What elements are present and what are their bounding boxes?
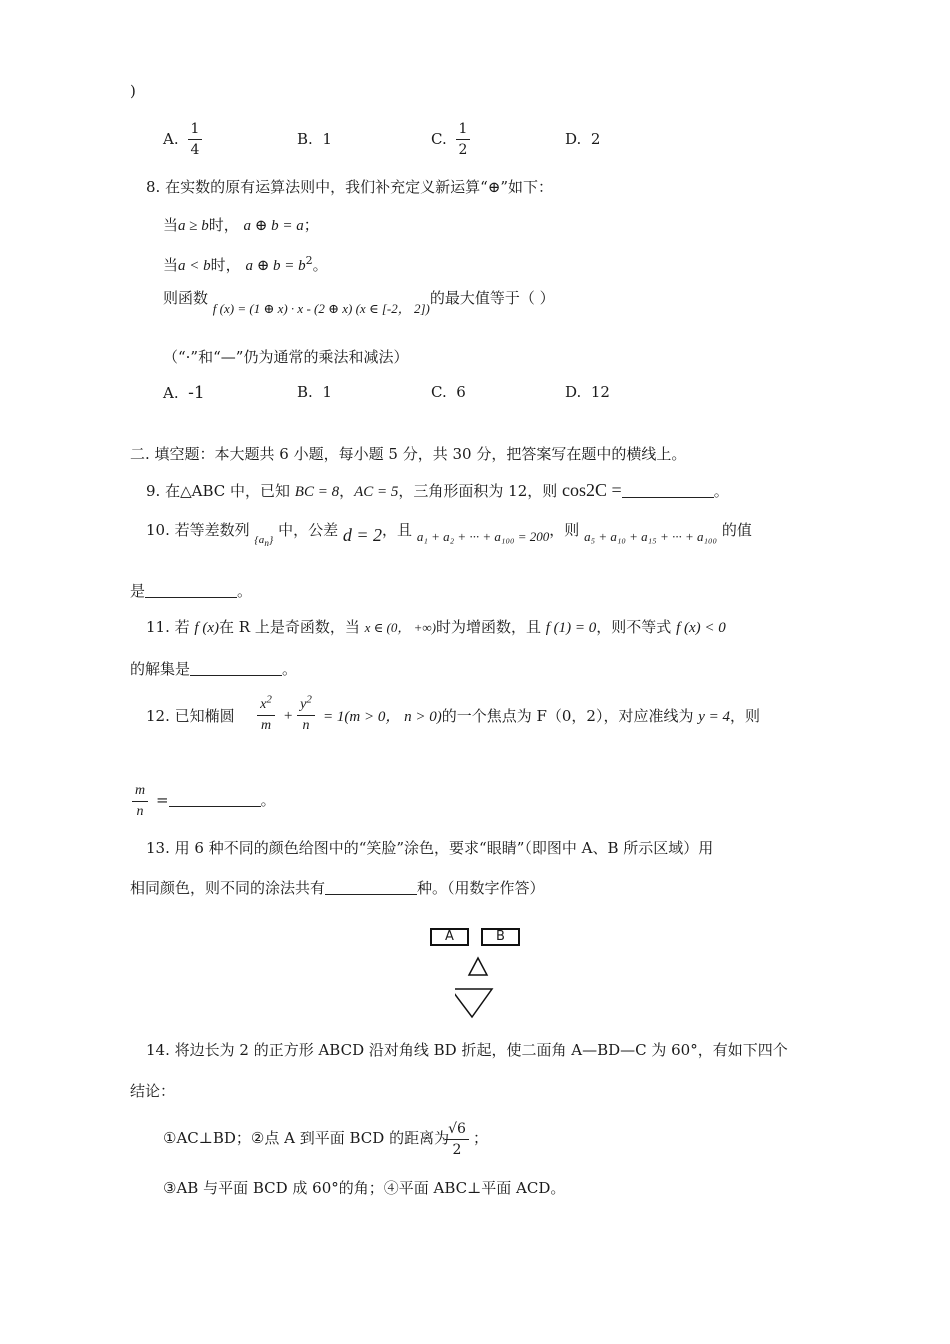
- expression: AC = 5: [354, 484, 399, 500]
- text: }: [268, 534, 274, 546]
- q11-line-2: [130, 662, 297, 677]
- text: 的解集是: [130, 660, 191, 678]
- text: 11. 若: [146, 618, 190, 636]
- fraction-denominator: 4: [190, 142, 200, 158]
- q12-answer: [156, 793, 276, 808]
- nose-triangle: [469, 958, 487, 975]
- q13-line-1: 13. 用 6 种不同的颜色给图中的“笑脸”涂色，要求“眼睛”（即图中 A、B 所示区域）用: [146, 839, 714, 857]
- q7-option-a-letter: A.: [163, 130, 179, 148]
- subscript: n: [264, 538, 269, 549]
- condition: a < b: [178, 258, 211, 274]
- q12-rest: [323, 709, 760, 725]
- text: 10. 若等差数列: [146, 521, 250, 539]
- text: 种。（用数字作答）: [417, 879, 545, 897]
- expression: a ⊕ b = a: [243, 218, 304, 234]
- text: 当: [163, 256, 179, 274]
- option-value: 6: [456, 383, 466, 401]
- fraction-denominator: n: [302, 717, 310, 733]
- q14-conclusion-1-end: ；: [473, 1129, 489, 1147]
- expression: f (x): [194, 620, 219, 636]
- expression: cos2C =: [562, 480, 622, 500]
- q7-option-a-fraction: [188, 122, 202, 157]
- expression: (m > 0， n > 0): [344, 709, 442, 725]
- q8-option-b: [297, 385, 332, 400]
- text: 相同颜色，则不同的涂法共有: [130, 879, 326, 897]
- punct: 。: [312, 256, 328, 274]
- expression: f (x) < 0: [676, 620, 726, 636]
- text: 当: [163, 216, 179, 234]
- q10-line-1: [146, 520, 752, 549]
- eye-region-a: A: [430, 928, 469, 946]
- answer-blank[interactable]: [145, 597, 237, 598]
- condition: a ≥ b: [178, 218, 209, 234]
- option-value: 1: [322, 383, 332, 401]
- superscript: 2: [306, 693, 312, 705]
- text: y: [300, 696, 307, 712]
- smiley-nose-mouth: [455, 955, 495, 1025]
- expression: a ⊕ b = b: [245, 258, 306, 274]
- q14-line-2: 结论：: [130, 1082, 176, 1100]
- q7-option-c-fraction: [456, 122, 470, 157]
- option-value: 2: [590, 130, 601, 148]
- q8-option-c: [431, 385, 466, 400]
- superscript: 2: [305, 254, 313, 267]
- option-letter: D.: [565, 130, 582, 148]
- expression: y = 4: [698, 709, 731, 725]
- option-letter: B.: [297, 383, 313, 401]
- expression: a₁ + a₂ + ··· + a₁₀₀ = 200: [416, 529, 550, 544]
- punct: 。: [282, 660, 298, 678]
- text: {a: [254, 534, 265, 546]
- answer-blank[interactable]: [190, 675, 282, 676]
- text: ，则: [549, 521, 580, 539]
- text: 中，公差: [278, 521, 339, 539]
- option-letter: A.: [163, 384, 179, 402]
- q12-intro: 12. 已知椭圆: [146, 707, 235, 725]
- q9: [146, 481, 729, 500]
- q8-option-d: [565, 385, 610, 400]
- q12-x-fraction: [257, 694, 275, 733]
- fraction-numerator: [260, 693, 272, 712]
- text: 的值: [721, 521, 752, 539]
- punct: 。: [237, 582, 253, 600]
- q8-function-line: [163, 289, 555, 316]
- q10-line-2: [130, 584, 252, 599]
- text: 9. 在△ABC 中，已知: [146, 482, 290, 500]
- q8-note: （“·”和“—”仍为通常的乘法和减法）: [163, 348, 409, 366]
- option-value: 12: [590, 383, 610, 401]
- q14-line-1: 14. 将边长为 2 的正方形 ABCD 沿对角线 BD 折起，使二面角 A—BD—C 为 60°，有如下四个: [146, 1041, 788, 1059]
- answer-blank[interactable]: [622, 497, 714, 498]
- q12-plus: +: [283, 708, 294, 724]
- q8-case-2: [163, 255, 328, 274]
- q7-option-d: [565, 132, 600, 147]
- text: 的一个焦点为 F（0，2），对应准线为: [441, 707, 694, 725]
- fraction-numerator: 1: [458, 121, 468, 137]
- text: =: [156, 791, 169, 809]
- punct: 。: [713, 482, 729, 500]
- fraction-denominator: 2: [458, 142, 468, 158]
- option-value: -1: [188, 383, 205, 403]
- text: 在 R 上是奇函数，当: [218, 618, 360, 636]
- option-letter: B.: [297, 130, 313, 148]
- q7-option-c-letter: C.: [431, 130, 447, 148]
- q13-line-2: [130, 881, 545, 896]
- fraction-numerator: m: [134, 783, 146, 798]
- mouth-triangle: [455, 989, 492, 1017]
- q8-case-1: [163, 218, 319, 234]
- option-value: 1: [322, 130, 332, 148]
- text: ，三角形面积为 12，则: [398, 482, 558, 500]
- expression: BC = 8: [294, 484, 340, 500]
- fraction-numerator: √6: [448, 1121, 466, 1137]
- q12-y-fraction: [297, 694, 315, 733]
- text: 是: [130, 582, 146, 600]
- option-letter: C.: [431, 383, 447, 401]
- expression: d = 2: [342, 525, 383, 545]
- eye-region-b: B: [481, 928, 520, 946]
- q8-option-a: [163, 385, 205, 402]
- q7-option-b: [297, 132, 332, 147]
- fraction-numerator: 1: [190, 121, 200, 137]
- expression: = 1: [323, 709, 345, 725]
- expression: a₅ + a₁₀ + a₁₅ + ··· + a₁₀₀: [584, 529, 718, 544]
- option-letter: D.: [565, 383, 582, 401]
- text: 时，: [208, 216, 239, 234]
- punct: ；: [303, 216, 319, 234]
- expression: x ∈ (0， +∞): [364, 620, 436, 635]
- answer-blank[interactable]: [169, 806, 261, 807]
- q14-conclusion-2: ③AB 与平面 BCD 成 60°的角；④平面 ABC⊥平面 ACD。: [163, 1179, 566, 1197]
- text: ，且: [382, 521, 413, 539]
- punct: ，: [339, 482, 355, 500]
- superscript: 2: [266, 693, 272, 705]
- q11-line-1: [146, 620, 726, 636]
- text: 时为增函数，且: [435, 618, 541, 636]
- q14-conclusion-1: ①AC⊥BD；②点 A 到平面 BCD 的距离为: [163, 1129, 450, 1147]
- q8-stem: 8. 在实数的原有运算法则中，我们补充定义新运算“⊕”如下：: [146, 178, 553, 196]
- function-expression: f (x) = (1 ⊕ x) · x - (2 ⊕ x) (x ∈ [-2， 2]): [212, 301, 430, 316]
- answer-blank[interactable]: [325, 894, 417, 895]
- text: ，则: [730, 707, 761, 725]
- fraction-denominator: 2: [452, 1142, 462, 1158]
- punct: 。: [260, 791, 276, 809]
- text: 时，: [210, 256, 241, 274]
- fraction-denominator: n: [136, 804, 144, 819]
- fraction-denominator: m: [260, 717, 272, 733]
- text: 则函数: [163, 289, 209, 307]
- q14-sqrt6-over-2: [445, 1122, 469, 1157]
- text: 的最大值等于（ ）: [429, 289, 555, 307]
- q12-m-over-n: [132, 784, 148, 819]
- expression: f (1) = 0: [545, 620, 597, 636]
- q7-tail: ): [130, 82, 136, 100]
- text: x: [260, 696, 267, 712]
- text: ，则不等式: [596, 618, 672, 636]
- sequence-notation: [254, 534, 274, 549]
- section-heading: 二. 填空题：本大题共 6 小题，每小题 5 分，共 30 分，把答案写在题中的横线上。: [130, 445, 687, 463]
- fraction-numerator: [300, 693, 312, 712]
